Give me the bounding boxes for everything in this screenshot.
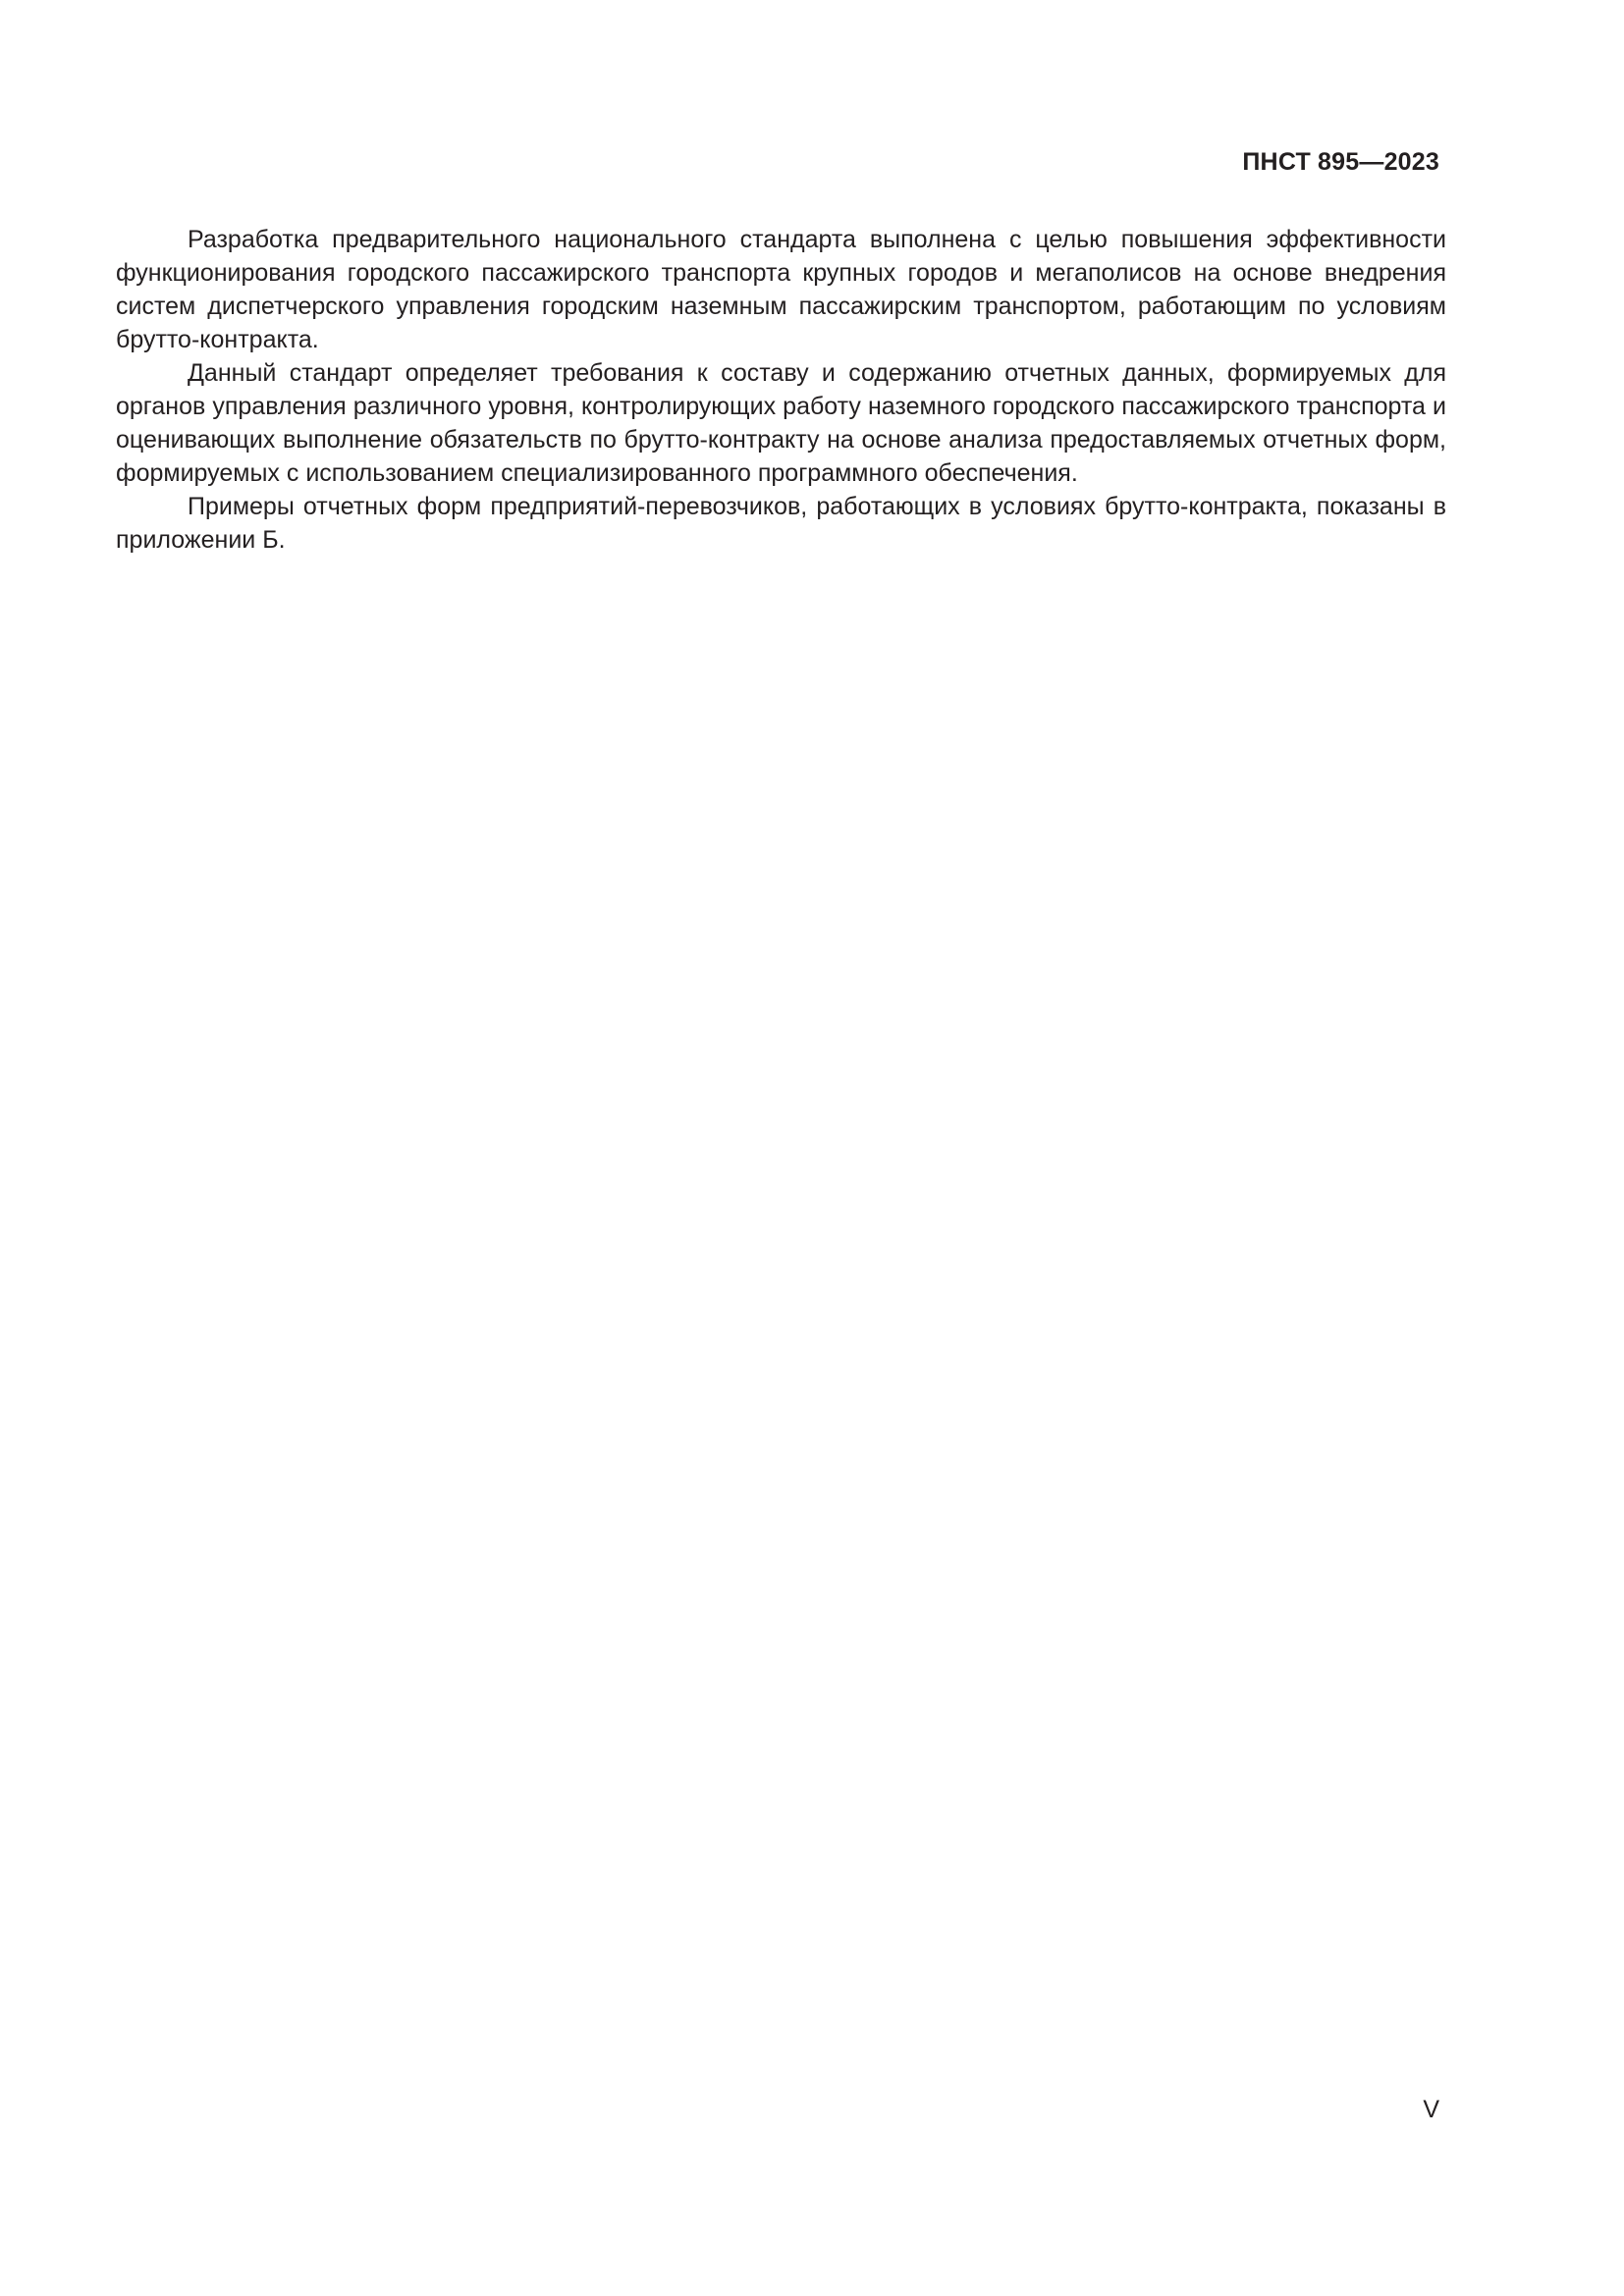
page-number: V — [1423, 2096, 1439, 2123]
paragraph-purpose: Разработка предварительного национального стандарта выполнена с целью повышения эффективности функционирования городского пассажирского транспорта крупных городов и мегаполисов на основе внедрения систем диспетчерского управления городским наземным пассажирским транспортом, работающим по условиям брутто-контракта. — [116, 226, 1446, 353]
introduction-text — [116, 223, 1446, 557]
paragraph-examples: Примеры отчетных форм предприятий-перевозчиков, работающих в условиях брутто-контракта, показаны в приложении Б. — [116, 493, 1446, 554]
document-code: ПНСТ 895—2023 — [1242, 148, 1439, 176]
paragraph-scope: Данный стандарт определяет требования к составу и содержанию отчетных данных, формируемых для органов управления различного уровня, контролирующих работу наземного городского пассажирского транспорта и оценивающих выполнение обязательств по брутто-контракту на основе анализа предоставляемых отчетных форм, формируемых с использованием специализированного программного обеспечения. — [116, 359, 1446, 487]
